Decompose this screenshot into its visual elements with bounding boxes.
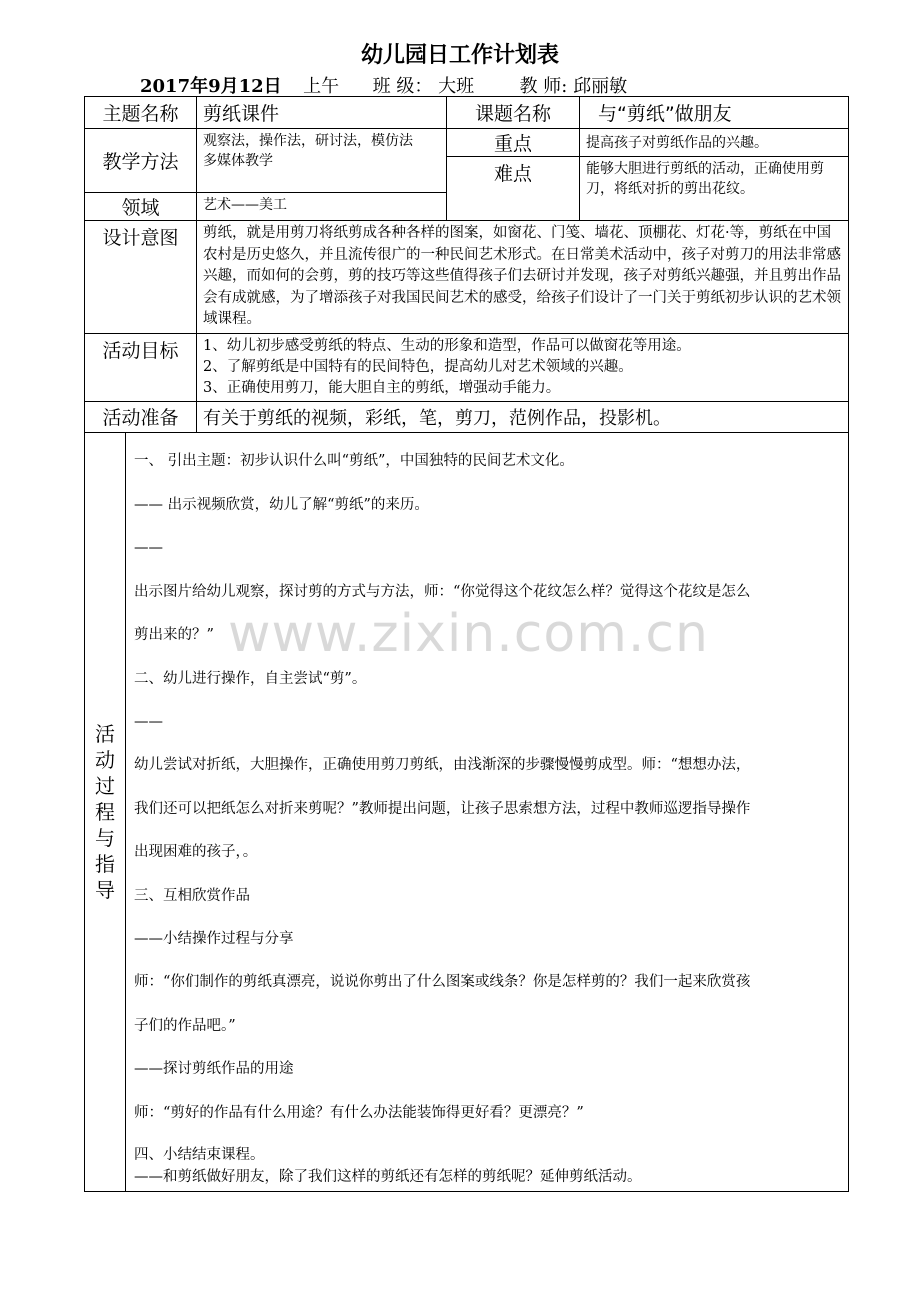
process-row bbox=[85, 432, 849, 1191]
difficulty-value: 能够大胆进行剪纸的活动，正确使用剪刀，将纸对折的剪出花纹。 bbox=[580, 157, 849, 221]
design-value: 剪纸，就是用剪刀将纸剪成各种各样的图案，如窗花、门笺、墙花、顶棚花、灯花·等，剪纸在中国农村是历史悠久，并且流传很广的一种民间艺术形式。在日常美术活动中，孩子对剪刀的用法非常感兴趣，而如何的会剪，剪的技巧等这些值得孩子们去研讨并发现，孩子对剪纸兴趣强，并且剪出作品会有成就感，为了增添孩子对我国民间艺术的感受，给孩子们设计了一门关于剪纸初步认识的艺术领域课程。 bbox=[197, 221, 849, 334]
process-label-char: 导 bbox=[95, 877, 115, 902]
method-value bbox=[197, 129, 447, 193]
process-line: ——和剪纸做好朋友，除了我们这样的剪纸还有怎样的剪纸呢？延伸剪纸活动。 bbox=[134, 1168, 642, 1185]
process-label-char: 与 bbox=[95, 825, 115, 850]
field-value: 艺术——美工 bbox=[197, 193, 447, 221]
method-line-2: 多媒体教学 bbox=[203, 153, 273, 169]
process-label-char: 过 bbox=[95, 773, 115, 798]
process-line: —— bbox=[134, 713, 163, 730]
prep-value: 有关于剪纸的视频，彩纸，笔，剪刀，范例作品，投影机。 bbox=[197, 401, 849, 432]
method-label: 教学方法 bbox=[85, 129, 197, 193]
teacher-label: 教 师: bbox=[519, 76, 568, 97]
process-label-char: 动 bbox=[95, 747, 115, 772]
process-line: 四、小结结束课程。 bbox=[134, 1146, 265, 1163]
process-line: 剪出来的？” bbox=[134, 626, 214, 643]
goals-label: 活动目标 bbox=[85, 333, 197, 401]
key-value: 提高孩子对剪纸作品的兴趣。 bbox=[580, 129, 849, 157]
page-title: 幼儿园日工作计划表 bbox=[360, 43, 559, 68]
prep-label: 活动准备 bbox=[85, 401, 197, 432]
teacher-value: 邱丽敏 bbox=[573, 76, 628, 97]
process-line: 幼儿尝试对折纸，大胆操作，正确使用剪刀剪纸，由浅渐深的步骤慢慢剪成型。师：“想想办法， bbox=[134, 756, 751, 773]
process-line: 一、 引出主题：初步认识什么叫“剪纸”，中国独特的民间艺术文化。 bbox=[134, 452, 574, 469]
topic-label: 课题名称 bbox=[447, 97, 580, 129]
process-line: 出示图片给幼儿观察，探讨剪的方式与方法，师：“你觉得这个花纹怎么样？觉得这个花纹是怎么 bbox=[134, 583, 751, 600]
process-line: 子们的作品吧。” bbox=[134, 1017, 236, 1034]
process-line: 出现困难的孩子，。 bbox=[134, 843, 258, 860]
process-label-char: 程 bbox=[95, 799, 115, 824]
process-label-char: 指 bbox=[95, 851, 115, 876]
process-line: 师：“剪好的作品有什么用途？有什么办法能装饰得更好看？更漂亮？” bbox=[134, 1104, 584, 1121]
theme-value: 剪纸课件 bbox=[197, 97, 447, 129]
key-label: 重点 bbox=[447, 129, 580, 157]
process-content bbox=[126, 433, 848, 1191]
process-label-char: 活 bbox=[95, 721, 115, 746]
goals-list bbox=[197, 333, 849, 401]
class-label: 班 级： bbox=[372, 76, 433, 97]
process-line: —— 出示视频欣赏，幼儿了解“剪纸”的来历。 bbox=[134, 496, 429, 513]
process-line: 三、互相欣赏作品 bbox=[134, 887, 250, 904]
period-text: 上午 bbox=[303, 76, 340, 97]
plan-table bbox=[84, 96, 849, 1192]
theme-label: 主题名称 bbox=[85, 97, 197, 129]
process-line: 二、幼儿进行操作，自主尝试“剪”。 bbox=[134, 670, 367, 687]
process-label bbox=[85, 433, 126, 1191]
design-label: 设计意图 bbox=[85, 221, 197, 334]
field-label: 领域 bbox=[85, 193, 197, 221]
date-text: 2017年9月12日 bbox=[140, 76, 282, 97]
goal-item: 1、幼儿初步感受剪纸的特点、生动的形象和造型，作品可以做窗花等用途。 bbox=[203, 337, 691, 354]
topic-value: 与“剪纸”做朋友 bbox=[580, 97, 849, 129]
process-line: 师：“你们制作的剪纸真漂亮，说说你剪出了什么图案或线条？你是怎样剪的？我们一起来欣赏孩 bbox=[134, 973, 751, 990]
difficulty-label: 难点 bbox=[447, 157, 580, 221]
process-line: 我们还可以把纸怎么对折来剪呢？”教师提出问题，让孩子思索想方法，过程中教师巡逻指导操作 bbox=[134, 800, 751, 817]
watermark: www.zixin.com.cn bbox=[228, 604, 709, 664]
goal-item: 3、正确使用剪刀，能大胆自主的剪纸，增强动手能力。 bbox=[203, 379, 561, 396]
process-line: ——小结操作过程与分享 bbox=[134, 930, 294, 947]
header-info-line bbox=[140, 72, 627, 98]
class-value: 大班 bbox=[438, 76, 475, 97]
method-line-1: 观察法，操作法，研讨法，模仿法 bbox=[203, 133, 413, 149]
process-line: ——探讨剪纸作品的用途 bbox=[134, 1060, 294, 1077]
process-line: —— bbox=[134, 539, 163, 556]
goal-item: 2、了解剪纸是中国特有的民间特色，提高幼儿对艺术领域的兴趣。 bbox=[203, 358, 633, 375]
